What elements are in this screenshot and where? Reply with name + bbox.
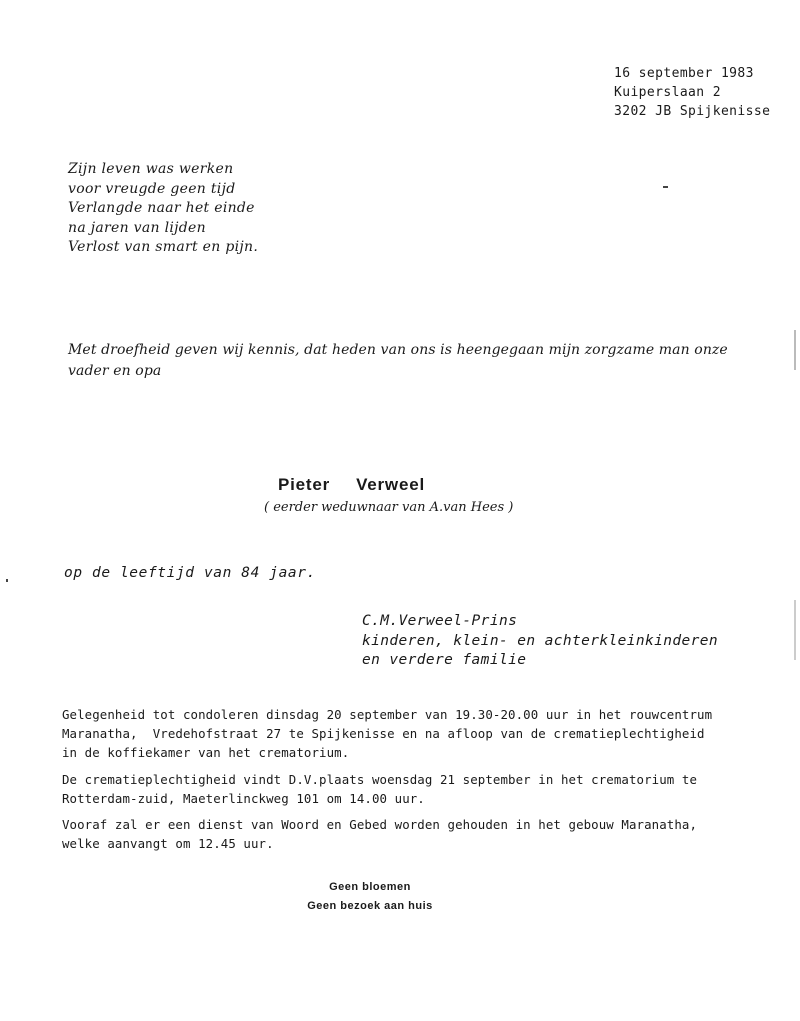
poem-line: Verlost van smart en pijn. <box>68 239 259 255</box>
paragraph-line: welke aanvangt om 12.45 uur. <box>62 836 274 851</box>
announcement-text <box>68 340 728 382</box>
closing-line: Geen bezoek aan huis <box>307 900 433 912</box>
scan-speck <box>663 186 668 188</box>
paragraph-line: Gelegenheid tot condoleren dinsdag 20 september van 19.30-20.00 uur in het rouwcentrum <box>62 707 713 722</box>
closing-notes <box>270 878 470 916</box>
service-paragraph <box>62 815 697 853</box>
age-line: op de leeftijd van 84 jaar. <box>64 565 316 581</box>
poem-line: Zijn leven was werken <box>68 161 234 177</box>
sender-address-block <box>614 64 770 121</box>
announcement-line: vader en opa <box>68 363 162 379</box>
poem-line: na jaren van lijden <box>68 219 206 236</box>
deceased-name <box>278 475 425 495</box>
announcement-line: Met droefheid geven wij kennis, dat heden van ons is heengegaan mijn zorgzame man onze <box>68 342 728 358</box>
deceased-last-name: Verweel <box>356 475 425 494</box>
deceased-note: ( eerder weduwnaar van A.van Hees ) <box>264 500 514 515</box>
paragraph-line: Vooraf zal er een dienst van Woord en Gebed worden gehouden in het gebouw Maranatha, <box>62 817 698 832</box>
family-line: kinderen, klein- en achterkleinkinderen <box>362 632 719 649</box>
family-line: C.M.Verweel-Prins <box>362 613 518 629</box>
poem-line: voor vreugde geen tijd <box>68 180 236 197</box>
cremation-paragraph <box>62 770 697 808</box>
paragraph-line: Rotterdam-zuid, Maeterlinckweg 101 om 14.00 uur. <box>62 791 425 806</box>
condolence-paragraph <box>62 705 712 762</box>
scan-speck <box>794 330 796 370</box>
deceased-first-name: Pieter <box>278 475 331 494</box>
scan-speck <box>794 600 796 660</box>
closing-line: Geen bloemen <box>329 881 411 893</box>
poem-line: Verlangde naar het einde <box>68 200 255 216</box>
memorial-poem <box>68 160 258 258</box>
paragraph-line: in de koffiekamer van het crematorium. <box>62 745 350 760</box>
address-street: Kuiperslaan 2 <box>614 85 721 100</box>
paragraph-line: Maranatha, Vredehofstraat 27 te Spijkenisse en na afloop van de crematieplechtigheid <box>62 726 705 741</box>
address-city: 3202 JB Spijkenisse <box>614 104 771 119</box>
paragraph-line: De crematieplechtigheid vindt D.V.plaats woensdag 21 september in het crematorium te <box>62 772 698 787</box>
scan-speck <box>6 579 8 582</box>
family-line: en verdere familie <box>362 652 527 668</box>
family-signature <box>362 612 718 671</box>
notice-date: 16 september 1983 <box>614 66 754 81</box>
